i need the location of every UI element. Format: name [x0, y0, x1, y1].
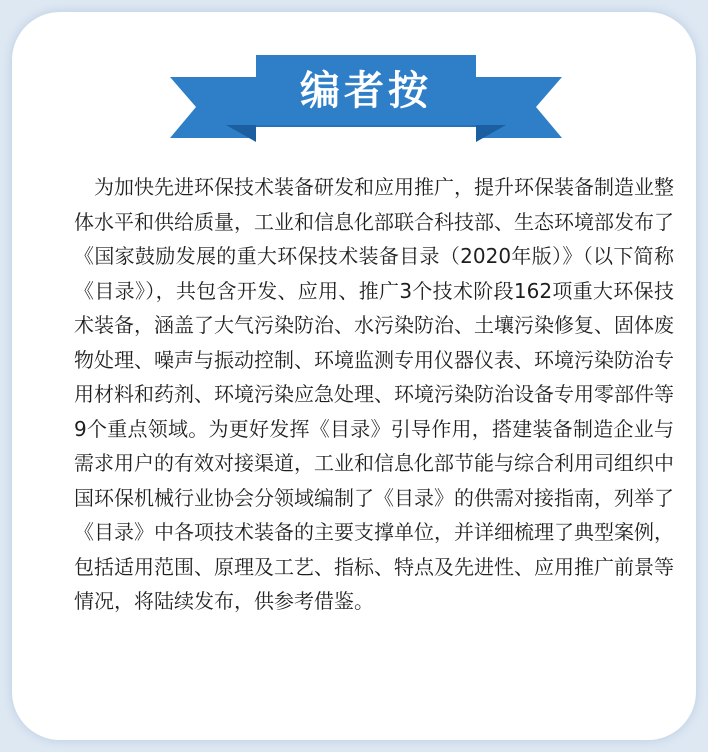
article-paragraph: 为加快先进环保技术装备研发和应用推广，提升环保装备制造业整体水平和供给质量，工业和信息化部联合科技部、生态环境部发布了《国家鼓励发展的重大环保技术装备目录（2020年版）》（以下简称《目录》），共包含开发、应用、推广3个技术阶段162项重大环保技术装备，涵盖了大气污染防治、水污染防治、土壤污染修复、固体废物处理、噪声与振动控制、环境监测专用仪器仪表、环境污染防治专用材料和药剂、环境污染应急处理、环境污染防治设备专用零部件等9个重点领域。为更好发挥《目录》引导作用，搭建装备制造企业与需求用户的有效对接渠道，工业和信息化部节能与综合利用司组织中国环保机械行业协会分领域编制了《目录》的供需对接指南，列举了《目录》中各项技术装备的主要支撑单位，并详细梳理了典型案例，包括适用范围、原理及工艺、指标、特点及先进性、应用推广前景等情况，将陆续发布，供参考借鉴。 — [74, 175, 674, 613]
title-ribbon-banner — [170, 41, 562, 146]
editor-note-card — [12, 12, 696, 740]
banner-title: 编者按 — [300, 68, 432, 114]
